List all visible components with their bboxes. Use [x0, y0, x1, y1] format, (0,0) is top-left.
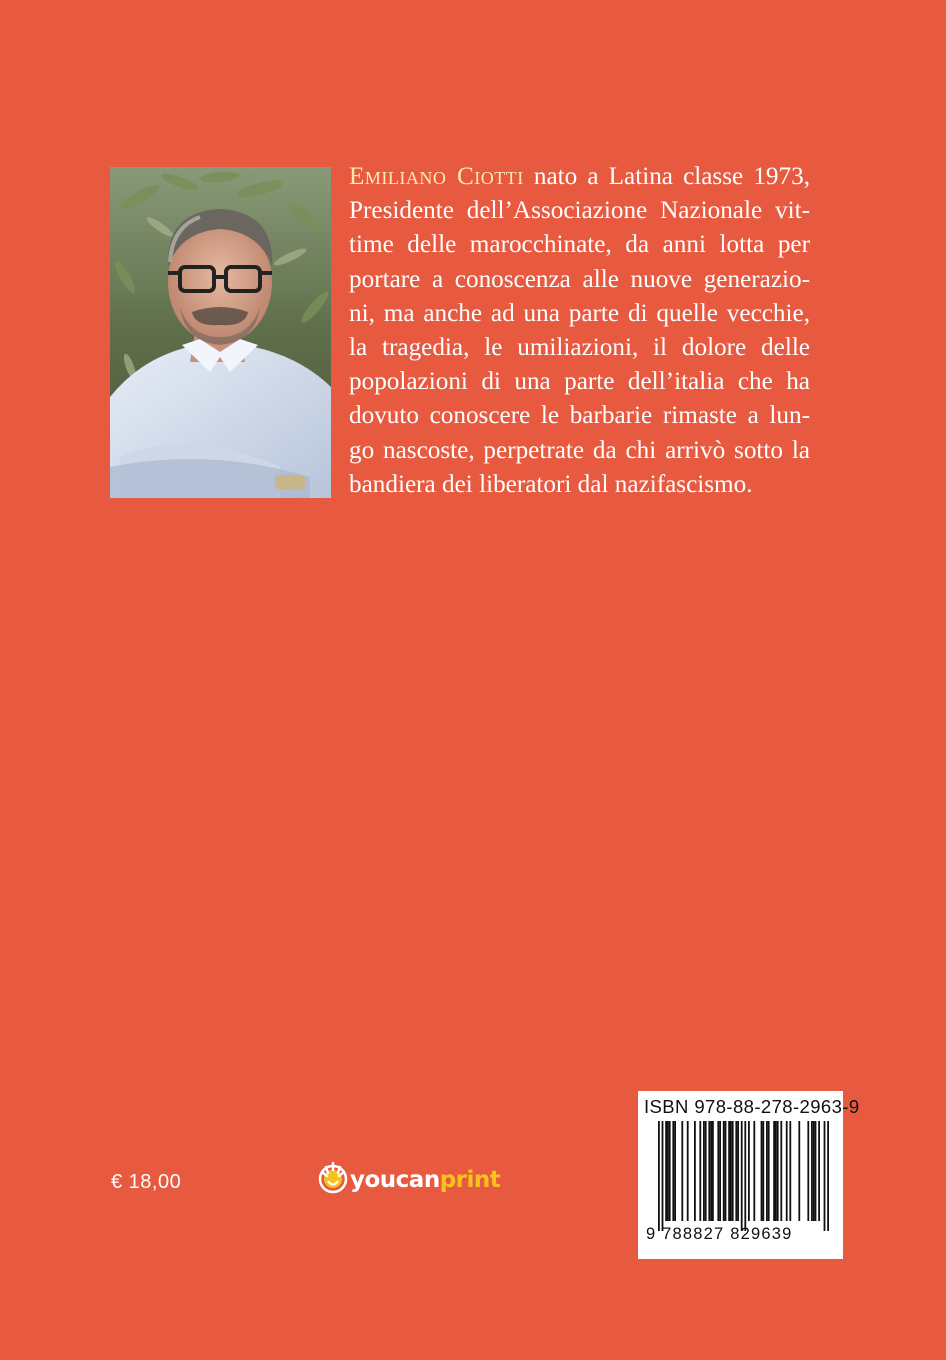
barcode-digits: 9 788827 829639: [646, 1225, 793, 1243]
isbn-barcode: [638, 1091, 860, 1259]
barcode-bar: [674, 1121, 676, 1221]
barcode-bar: [669, 1121, 671, 1221]
barcode-bars: [644, 1121, 837, 1231]
barcode-bar: [775, 1121, 777, 1221]
barcode-bar: [723, 1121, 725, 1221]
isbn-label: ISBN 978-88-278-2963-9: [644, 1096, 860, 1117]
barcode-bar: [827, 1121, 829, 1231]
publisher-logo: [318, 1158, 500, 1202]
barcode-bar: [744, 1121, 746, 1231]
barcode-bar: [786, 1121, 788, 1221]
barcode-bar: [773, 1121, 775, 1221]
barcode-bar: [780, 1121, 782, 1221]
barcode-bar: [681, 1121, 683, 1221]
bio-line-9: go nascoste, perpetrate da chi arrivò sotto la: [349, 436, 810, 464]
barcode-bar: [728, 1121, 730, 1221]
bio-line-3: time delle marocchinate, da anni lotta per: [349, 231, 810, 259]
publisher-name-prefix: youcan: [350, 1167, 440, 1193]
barcode-bar: [813, 1121, 815, 1221]
bio-line-8: dovuto conoscere le barbarie rimaste a lun-: [349, 402, 810, 430]
author-bio: [349, 160, 810, 502]
barcode-bar: [703, 1121, 705, 1221]
barcode-bar: [789, 1121, 791, 1221]
barcode-bar: [807, 1121, 809, 1221]
bio-line-7: popolazioni di una parte dell’italia che ha: [349, 368, 810, 396]
barcode-bar: [766, 1121, 768, 1221]
barcode-bar: [748, 1121, 750, 1221]
barcode-bar: [665, 1121, 667, 1221]
barcode-bar: [741, 1121, 743, 1231]
bio-line-4: portare a conoscenza alle nuove generazio-: [349, 265, 810, 293]
publisher-logo-icon: [318, 1161, 348, 1199]
bio-line-1: nato a Latina classe 1973,: [523, 163, 810, 190]
barcode-bar: [672, 1121, 674, 1221]
barcode-bar: [708, 1121, 710, 1221]
author-photo: [110, 167, 331, 498]
bio-line-10: bandiera dei liberatori dal nazifascismo.: [349, 470, 753, 498]
barcode-bar: [818, 1121, 820, 1221]
barcode-bar: [762, 1121, 764, 1221]
barcode-bar: [725, 1121, 727, 1221]
barcode-bar: [687, 1121, 689, 1221]
barcode-bar: [798, 1121, 800, 1221]
barcode-bar: [753, 1121, 755, 1221]
barcode-bar: [824, 1121, 826, 1231]
barcode-bar: [735, 1121, 737, 1221]
barcode-bar: [699, 1121, 701, 1221]
bio-line-5: ni, ma anche ad una parte di quelle vecchie,: [349, 299, 810, 327]
barcode-bar: [710, 1121, 712, 1221]
barcode-bar: [717, 1121, 719, 1221]
author-name: Emiliano Ciotti: [349, 163, 524, 190]
barcode-bar: [667, 1121, 669, 1221]
barcode-bar: [811, 1121, 813, 1221]
barcode-bar: [777, 1121, 779, 1221]
bio-line-6: la tragedia, le umiliazioni, il dolore delle: [349, 334, 810, 362]
price-label: € 18,00: [111, 1171, 182, 1193]
barcode-bar: [815, 1121, 817, 1221]
barcode-bar: [768, 1121, 770, 1221]
barcode-bar: [658, 1121, 660, 1231]
barcode-bar: [719, 1121, 721, 1221]
barcode-bar: [761, 1121, 763, 1221]
publisher-name-suffix: print: [439, 1167, 501, 1193]
barcode-bar: [737, 1121, 739, 1221]
barcode-bar: [694, 1121, 696, 1221]
barcode-bar: [705, 1121, 707, 1221]
barcode-bar: [732, 1121, 734, 1221]
barcode-bar: [730, 1121, 732, 1221]
bio-line-2: Presidente dell’Associazione Nazionale vit-: [349, 197, 810, 225]
barcode-bar: [712, 1121, 714, 1221]
barcode-bar: [662, 1121, 664, 1231]
